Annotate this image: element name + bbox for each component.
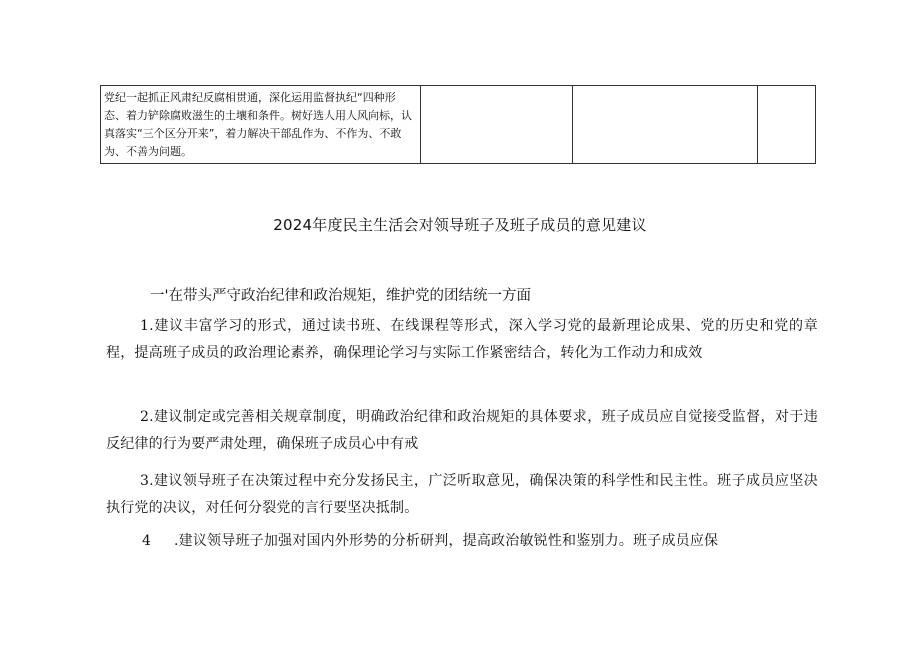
paragraph-1: 1.建议丰富学习的形式，通过读书班、在线课程等形式，深入学习党的最新理论成果、党的历史和党的章程，提高班子成员的政治理论素养，确保理论学习与实际工作紧密结合，转化为工作动力和成效 — [106, 318, 818, 362]
paragraph-4 — [106, 528, 818, 555]
section-heading: 一'在带头严守政治纪律和政治规矩，维护党的团结统一方面 — [150, 288, 531, 304]
paragraph-3: 3.建议领导班子在决策过程中充分发扬民主，广泛听取意见，确保决策的科学性和民主性。班子成员应坚决执行党的决议，对任何分裂党的言行要坚决抵制。 — [106, 473, 818, 517]
table-cell-empty — [758, 86, 816, 164]
document-title: 2024年度民主生活会对领导班子及班子成员的意见建议 — [273, 216, 647, 234]
content-table — [100, 85, 816, 164]
table-cell-empty — [421, 86, 573, 164]
table-cell-text: 党纪一起抓正风肃纪反腐相贯通，深化运用监督执纪“四种形态、着力铲除腐败滋生的土壤和条件。树好选人用人风向标，认真落实“三个区分开来”，着力解决干部乱作为、不作为、不敢为、不善为问题。 — [104, 91, 412, 158]
paragraph-4-number: 4 — [142, 533, 152, 549]
table-cell-content — [101, 86, 421, 164]
paragraph-4-text: .建议领导班子加强对国内外形势的分析研判，提高政治敏锐性和鉴别力。班子成员应保 — [174, 533, 719, 549]
paragraph-2: 2.建议制定或完善相关规章制度，明确政治纪律和政治规矩的具体要求，班子成员应自觉接受监督，对于违反纪律的行为要严肃处理，确保班子成员心中有戒 — [106, 409, 818, 453]
table-row — [101, 86, 816, 164]
table-cell-empty — [573, 86, 758, 164]
